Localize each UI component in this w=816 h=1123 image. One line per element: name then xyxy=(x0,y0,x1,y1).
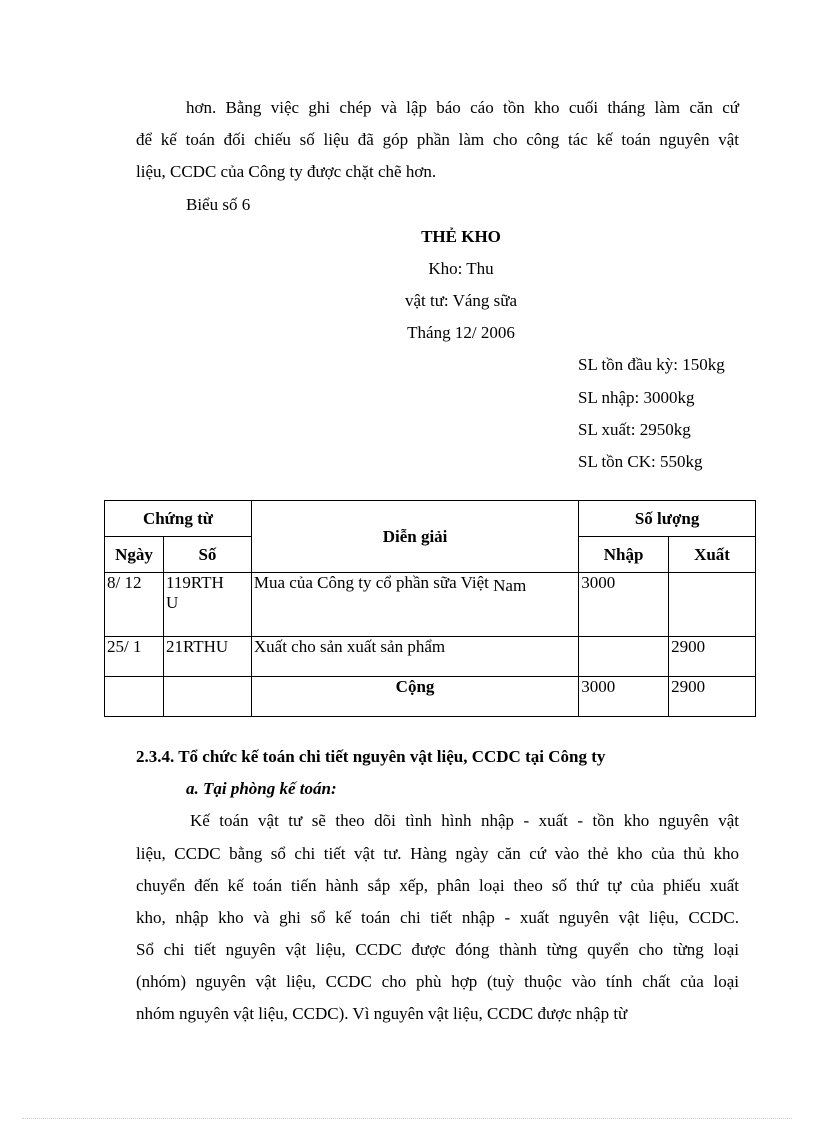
summary-out: SL xuất: 2950kg xyxy=(578,420,691,439)
summary-opening: SL tồn đầu kỳ: 150kg xyxy=(578,355,725,374)
table-row xyxy=(105,573,756,637)
cell-in: 3000 xyxy=(579,573,669,637)
card-warehouse: Kho: Thu xyxy=(428,259,494,278)
cell-in xyxy=(579,637,669,677)
header-date: Ngày xyxy=(105,537,164,573)
cell-number-line2: U xyxy=(165,593,179,612)
cell-number xyxy=(163,573,251,637)
intro-line-1: hơn. Bằng việc ghi chép và lập báo cáo tồn kho cuối tháng làm căn cứ xyxy=(186,98,739,117)
summary-closing: SL tồn CK: 550kg xyxy=(578,452,703,471)
section-line-7: nhóm nguyên vật liệu, CCDC). Vì nguyên vật liệu, CCDC được nhập từ xyxy=(136,1004,628,1023)
cell-out: 2900 xyxy=(669,637,756,677)
cell-number: 21RTHU xyxy=(163,637,251,677)
section-heading: 2.3.4. Tổ chức kế toán chi tiết nguyên vật liệu, CCDC tại Công ty xyxy=(136,747,606,766)
cell-date: 25/ 1 xyxy=(105,637,164,677)
cell-number-line1: 119RTH xyxy=(165,573,224,592)
page-footer-divider xyxy=(22,1118,792,1119)
header-voucher: Chứng từ xyxy=(105,501,252,537)
cell-description: Xuất cho sản xuất sản phẩm xyxy=(251,637,578,677)
total-in: 3000 xyxy=(579,677,669,717)
header-quantity: Số lượng xyxy=(579,501,756,537)
cell-description: Mua của Công ty cổ phần sữa Việt Nam xyxy=(251,573,578,637)
cell-date: 8/ 12 xyxy=(105,573,164,637)
section-line-1: Kế toán vật tư sẽ theo dõi tình hình nhập - xuất - tồn kho nguyên vật xyxy=(190,811,739,830)
figure-label: Biểu số 6 xyxy=(186,195,251,214)
section-line-2: liệu, CCDC bằng sổ chi tiết vật tư. Hàng ngày căn cứ vào thẻ kho của thủ kho xyxy=(136,844,739,863)
card-month: Tháng 12/ 2006 xyxy=(407,323,515,342)
section-line-3: chuyển đến kế toán tiến hành sắp xếp, phân loại theo số thứ tự của phiếu xuất xyxy=(136,876,739,895)
section-line-6: (nhóm) nguyên vật liệu, CCDC cho phù hợp (tuỳ thuộc vào tính chất của loại xyxy=(136,972,739,991)
header-description: Diễn giải xyxy=(251,501,578,573)
intro-line-3: liệu, CCDC của Công ty được chặt chẽ hơn. xyxy=(136,162,437,181)
total-label: Cộng xyxy=(251,677,578,717)
card-title: THẺ KHO xyxy=(421,227,501,246)
card-material: vật tư: Váng sữa xyxy=(404,291,518,310)
section-line-4: kho, nhập kho và ghi sổ kế toán chi tiết nhập - xuất nguyên vật liệu, CCDC. xyxy=(136,908,739,927)
stock-card-table xyxy=(104,500,756,717)
intro-line-2: để kế toán đối chiếu số liệu đã góp phần làm cho công tác kế toán nguyên vật xyxy=(136,130,739,149)
header-in: Nhập xyxy=(579,537,669,573)
total-out: 2900 xyxy=(669,677,756,717)
summary-in: SL nhập: 3000kg xyxy=(578,388,695,407)
table-row xyxy=(105,637,756,677)
section-line-5: Sổ chi tiết nguyên vật liệu, CCDC được đóng thành từng quyển cho từng loại xyxy=(136,940,739,959)
header-out: Xuất xyxy=(669,537,756,573)
table-header-row-1 xyxy=(105,501,756,537)
header-number: Số xyxy=(163,537,251,573)
section-subheading: a. Tại phòng kế toán: xyxy=(186,779,337,798)
table-total-row xyxy=(105,677,756,717)
cell-out xyxy=(669,573,756,637)
